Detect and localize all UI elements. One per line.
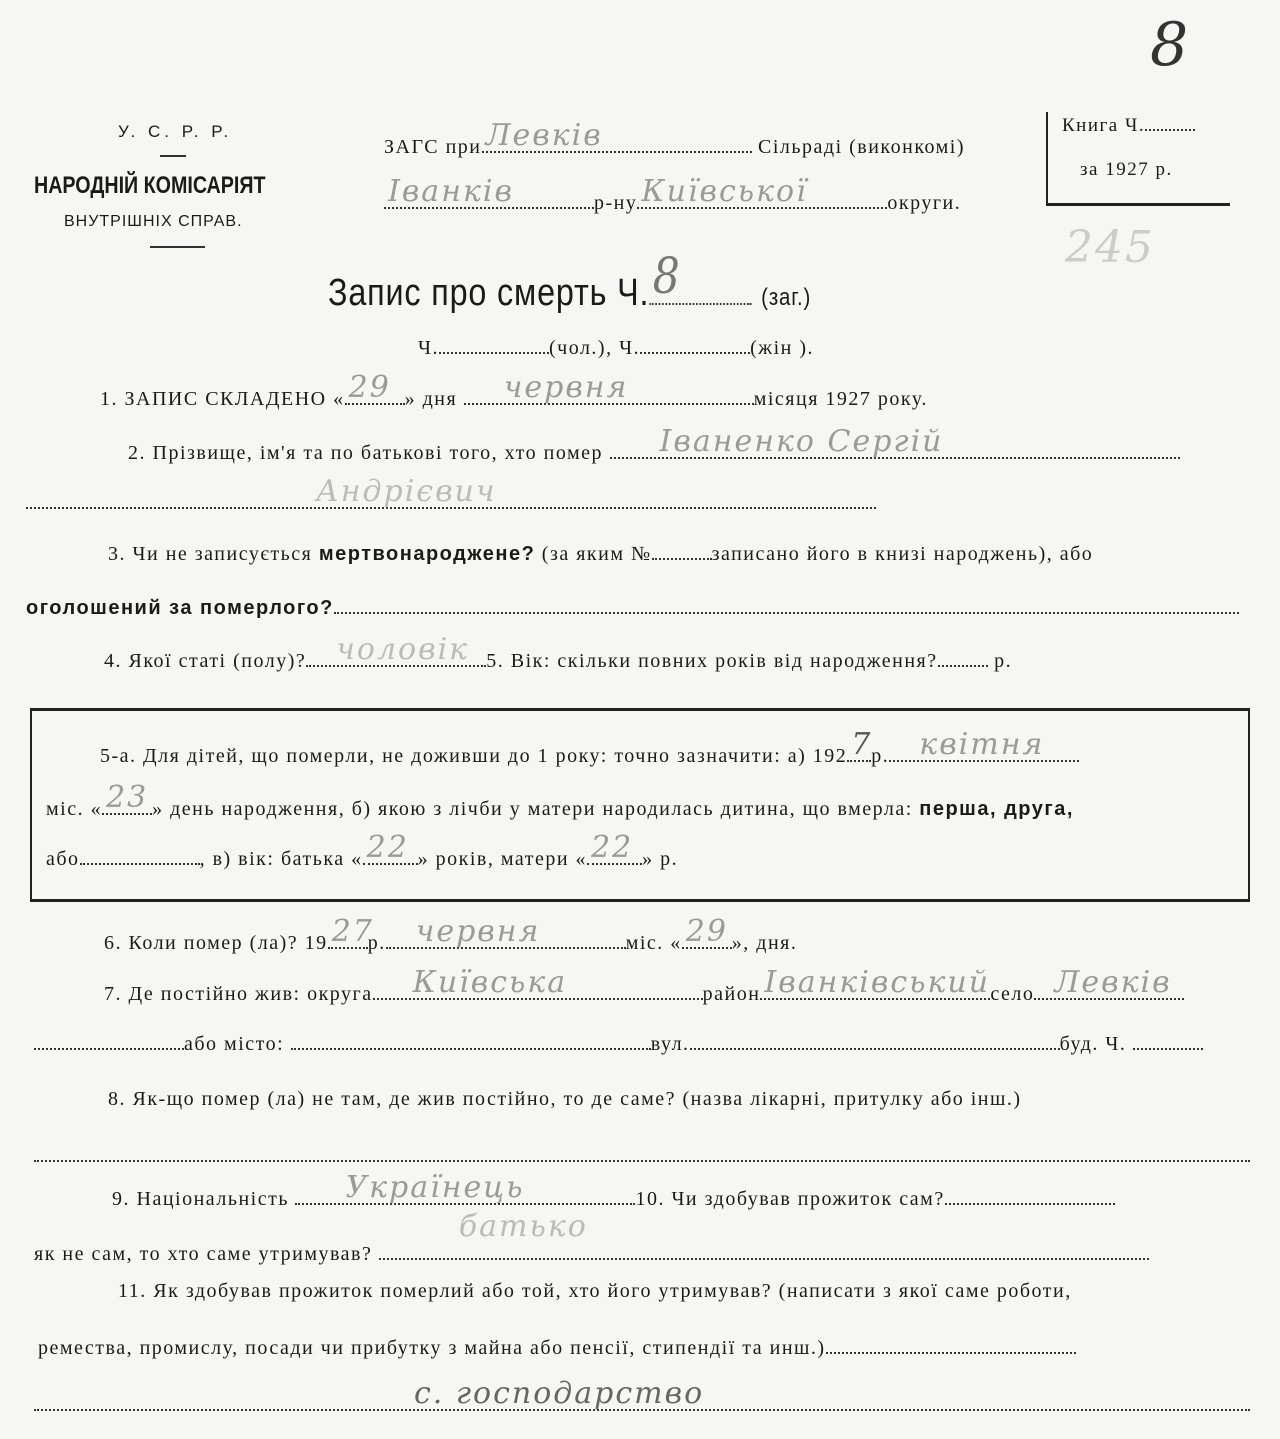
handwritten-value: 7 (851, 727, 873, 762)
birth-month-field (889, 727, 1079, 762)
birth-year-field (847, 727, 873, 762)
label: 4. Якої статі (полу)? (104, 650, 307, 672)
page-title (328, 247, 812, 315)
label: вул. (650, 1033, 690, 1055)
handwritten-value: Левків (1054, 965, 1172, 1000)
handwritten-value: Андрієвич (316, 474, 497, 509)
handwritten-value: 23 (106, 780, 149, 815)
label: 7. Де постійно жив: округа (104, 983, 373, 1005)
book-box-border (1046, 203, 1230, 206)
record-number-field (649, 247, 751, 305)
handwritten-value: с. господарство (414, 1376, 705, 1411)
label: р. (367, 932, 386, 954)
book-number (1062, 115, 1195, 137)
patronymic-field (26, 474, 876, 509)
field-11-cont (38, 1337, 1076, 1360)
sex-field (306, 632, 486, 667)
label: , в) вік: батька « (199, 848, 363, 870)
handwritten-value: 22 (366, 830, 409, 865)
handwritten-value: батько (458, 1209, 588, 1244)
field-11-value (34, 1376, 1250, 1417)
father-age-field (363, 830, 418, 865)
label: 3. Чи не записується (108, 543, 313, 565)
field-5a-line3 (46, 830, 679, 871)
field-7 (104, 965, 1184, 1006)
handwritten-value: 22 (591, 830, 634, 865)
death-month-field (386, 914, 626, 949)
district-field (384, 174, 594, 209)
zags-village-field (482, 118, 752, 153)
zags-label: ЗАГС при (384, 136, 482, 158)
label: 6. Коли помер (ла)? 19 (104, 932, 328, 954)
sub-numbers (418, 337, 814, 360)
handwritten-value: квітня (919, 727, 1045, 762)
birth-order-field (80, 859, 200, 865)
handwritten-value: 27 (331, 914, 374, 949)
department-title: ВНУТРІШНІХ СПРАВ. (64, 213, 243, 230)
divider (150, 246, 205, 248)
field-5a-line1 (100, 727, 1079, 768)
label: ремества, промислу, посади чи прибутку з майна або пенсії, стипендії та инш.) (38, 1337, 826, 1359)
field-10-cont (34, 1209, 1149, 1266)
label: оголошений за померлого? (26, 597, 334, 619)
handwritten-value: Іваненко Сергій (659, 424, 944, 459)
okruga-field (637, 174, 887, 209)
male-number-field (439, 348, 549, 354)
page-number-handwritten: 8 (1150, 10, 1191, 80)
handwritten-value: 29 (348, 370, 391, 405)
label: », дня. (731, 932, 798, 954)
district-line (384, 174, 962, 215)
handwritten-value: 8 (652, 247, 682, 305)
field-5a-line2 (46, 780, 1074, 821)
female-number-field (640, 348, 750, 354)
label: мертвонароджене? (318, 543, 536, 565)
label: (чол.), Ч. (549, 337, 641, 359)
name-field (610, 424, 1180, 459)
book-label: Книга Ч. (1062, 115, 1146, 136)
age-field (938, 661, 988, 667)
field-6 (104, 914, 798, 955)
label: 1. ЗАПИС СКЛАДЕНО « (100, 388, 345, 410)
label: місяця 1927 року. (753, 388, 928, 410)
republic-label: У. С. Р. Р. (118, 122, 233, 141)
label: 5. Вік: скільки повних років від народження? (486, 650, 938, 672)
commissariat-title: НАРОДНІЙ КОМІСАРІЯТ (34, 172, 266, 199)
title-text: Запис про смерть Ч. (328, 272, 650, 314)
field-4-5 (104, 632, 1013, 673)
field-8: 8. Як-що помер (ла) не там, де жив постійно, то де саме? (назва лікарні, притулку або інш.) (108, 1088, 1022, 1110)
handwritten-value: червня (415, 914, 541, 949)
divider (160, 155, 186, 157)
label: » день народження, б) якою з лічби у матери народилась дитина, що вмерла: (152, 798, 913, 820)
label: » р. (642, 848, 679, 870)
street-field (690, 1044, 1060, 1050)
label: як не сам, то хто саме утримував? (34, 1243, 373, 1265)
handwritten-value: червня (503, 370, 629, 405)
self-support-field (945, 1199, 1115, 1205)
zags-line (384, 118, 966, 159)
label: 2. Прізвище, ім'я та по батькові того, хто помер (128, 442, 604, 464)
rnu-label: р-ну (594, 192, 638, 214)
field-11: 11. Як здобував прожиток померлий або той, хто його утримував? (написати з якої саме роботи, (118, 1280, 1072, 1302)
label: » дня (404, 388, 458, 410)
death-year-field (328, 914, 374, 949)
reference-handwritten: 245 (1065, 222, 1155, 273)
label: район (702, 983, 761, 1005)
book-year: за 1927 р. (1080, 159, 1173, 180)
label: р. (994, 650, 1013, 672)
book-box-border (1046, 112, 1048, 204)
label: (за яким № (541, 543, 652, 565)
title-suffix: (заг.) (761, 284, 812, 311)
birth-day-field (102, 780, 152, 815)
handwritten-value: Левків (485, 118, 603, 153)
birth-record-field (652, 554, 712, 560)
label: міс. « (625, 932, 682, 954)
supporter-field (379, 1209, 1149, 1260)
label: 9. Національність (112, 1188, 289, 1210)
residence-raion-field (760, 965, 991, 1000)
field-7-cont (34, 1033, 1203, 1056)
handwritten-value: Іванківський (764, 965, 991, 1000)
label: село (990, 983, 1035, 1005)
field-3-cont (26, 597, 1239, 620)
label: 5-а. Для дітей, що померли, не доживши до 1 року: точно зазначити: а) 192 (100, 745, 848, 767)
label: перша, друга, (919, 798, 1074, 820)
blank (826, 1348, 1076, 1354)
nationality-field (295, 1170, 635, 1205)
building-field (1133, 1044, 1203, 1050)
label: р. (871, 745, 890, 767)
okrugy-label: округи. (887, 192, 962, 214)
residence-selo-field (1034, 965, 1184, 1000)
label: міс. « (46, 798, 103, 820)
zags-suffix: Сільраді (виконкомі) (758, 136, 966, 158)
handwritten-value: 29 (685, 914, 728, 949)
residence-okruga-field (373, 965, 703, 1000)
handwritten-value: Київська (412, 965, 568, 1000)
label: буд. Ч. (1059, 1033, 1127, 1055)
label: або (46, 848, 80, 870)
month-field (464, 370, 754, 405)
handwritten-value: Київської (641, 174, 808, 209)
day-field (345, 370, 405, 405)
field-9-10 (112, 1170, 1115, 1211)
declared-dead-field (334, 608, 1239, 614)
handwritten-value: чоловік (336, 632, 470, 667)
book-field (1145, 125, 1195, 131)
occupation-field (34, 1376, 1250, 1411)
field-3 (108, 543, 1093, 566)
handwritten-value: Українець (345, 1170, 525, 1205)
label: або місто: (184, 1033, 285, 1055)
label: » років, матери « (417, 848, 588, 870)
field-2 (128, 424, 1180, 465)
label: записано його в книзі народжень), або (711, 543, 1094, 565)
field-1 (100, 370, 928, 411)
field-2-cont (26, 474, 876, 515)
label: 10. Чи здобував прожиток сам? (635, 1188, 945, 1210)
blank (34, 1044, 184, 1050)
death-day-field (682, 914, 732, 949)
label: (жін ). (750, 337, 814, 359)
handwritten-value: Іванків (388, 174, 514, 209)
label: Ч. (418, 337, 439, 359)
place-of-death-field (34, 1160, 1250, 1162)
city-field (291, 1044, 651, 1050)
mother-age-field (587, 830, 642, 865)
